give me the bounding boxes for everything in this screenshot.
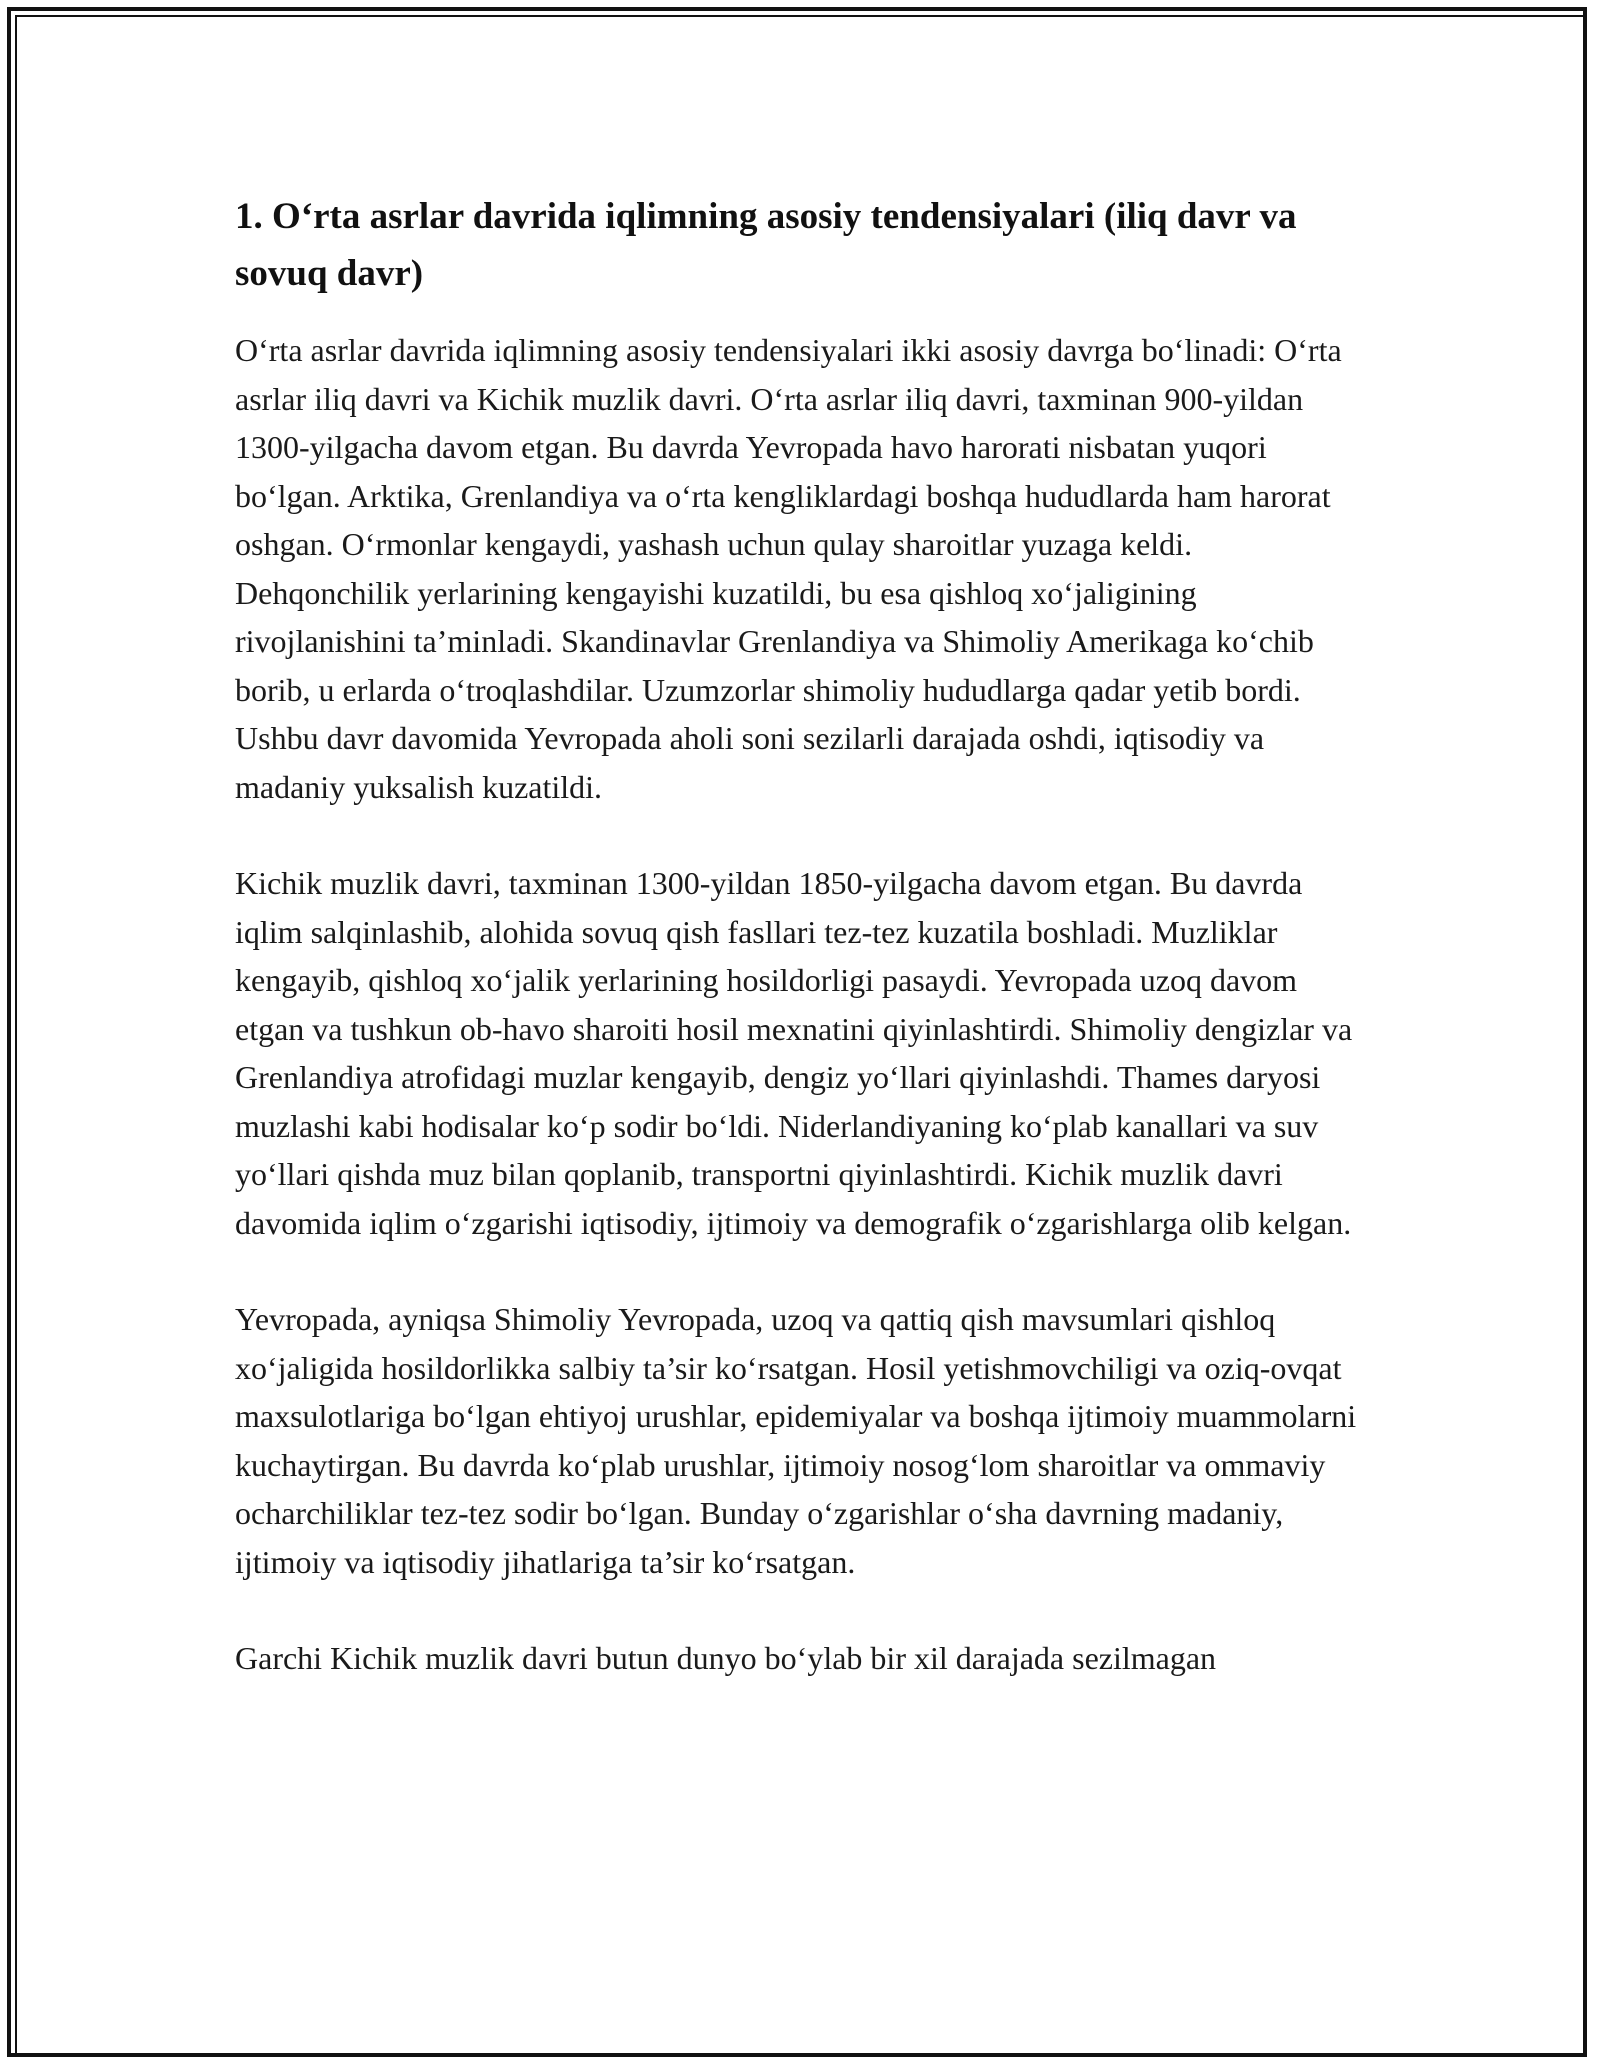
paragraph-northern-europe-effects: Yevropada, ayniqsa Shimoliy Yevropada, uzoq va qattiq qish mavsumlari qishloq xo‘jaligida hosildorlikka salbiy ta’sir ko‘rsatgan. Hosil yetishmovchiligi va oziq-ovqat maxsulotlariga bo‘lgan ehtiyoj urushlar, epidemiyalar va boshqa ijtimoiy muammolarni kuchaytirgan. Bu davrda ko‘plab urushlar, ijtimoiy nosog‘lom sharoitlar va ommaviy ocharchiliklar tez-tez sodir bo‘lgan. Bunday o‘zgarishlar o‘sha davrning madaniy, ijtimoiy va iqtisodiy jihatlariga ta’sir ko‘rsatgan.	[235, 1301, 1357, 1580]
document-body	[235, 188, 1370, 1731]
paragraph-continuation: Garchi Kichik muzlik davri butun dunyo bo‘ylab bir xil darajada sezilmagan	[235, 1640, 1217, 1676]
paragraph-little-ice-age: Kichik muzlik davri, taxminan 1300-yildan 1850-yilgacha davom etgan. Bu davrda iqlim salqinlashib, alohida sovuq qish fasllari tez-tez kuzatila boshladi. Muzliklar kengayib, qishloq xo‘jalik yerlarining hosildorligi pasaydi. Yevropada uzoq davom etgan va tushkun ob-havo sharoiti hosil mexnatini qiyinlashtirdi. Shimoliy dengizlar va Grenlandiya atrofidagi muzlar kengayib, dengiz yo‘llari qiyinlashdi. Thames daryosi muzlashi kabi hodisalar ko‘p sodir bo‘ldi. Niderlandiyaning ko‘plab kanallari va suv yo‘llari qishda muz bilan qoplanib, transportni qiyinlashtirdi. Kichik muzlik davri davomida iqlim o‘zgarishi iqtisodiy, ijtimoiy va demografik o‘zgarishlarga olib kelgan.	[235, 865, 1353, 1241]
paragraph-medieval-warm-period: O‘rta asrlar davrida iqlimning asosiy tendensiyalari ikki asosiy davrga bo‘linadi: O‘rta asrlar iliq davri va Kichik muzlik davri. O‘rta asrlar iliq davri, taxminan 900-yildan 1300-yilgacha davom etgan. Bu davrda Yevropada havo harorati nisbatan yuqori bo‘lgan. Arktika, Grenlandiya va o‘rta kengliklardagi boshqa hududlarda ham harorat oshgan. O‘rmonlar kengaydi, yashash uchun qulay sharoitlar yuzaga keldi. Dehqonchilik yerlarining kengayishi kuzatildi, bu esa qishloq xo‘jaligining rivojlanishini ta’minladi. Skandinavlar Grenlandiya va Shimoliy Amerikaga ko‘chib borib, u erlarda o‘troqlashdilar. Uzumzorlar shimoliy hududlarga qadar yetib bordi. Ushbu davr davomida Yevropada aholi soni sezilarli darajada oshdi, iqtisodiy va madaniy yuksalish kuzatildi.	[235, 332, 1342, 805]
section-heading: 1. O‘rta asrlar davrida iqlimning asosiy tendensiyalari (iliq davr va sovuq davr)	[235, 196, 1297, 294]
